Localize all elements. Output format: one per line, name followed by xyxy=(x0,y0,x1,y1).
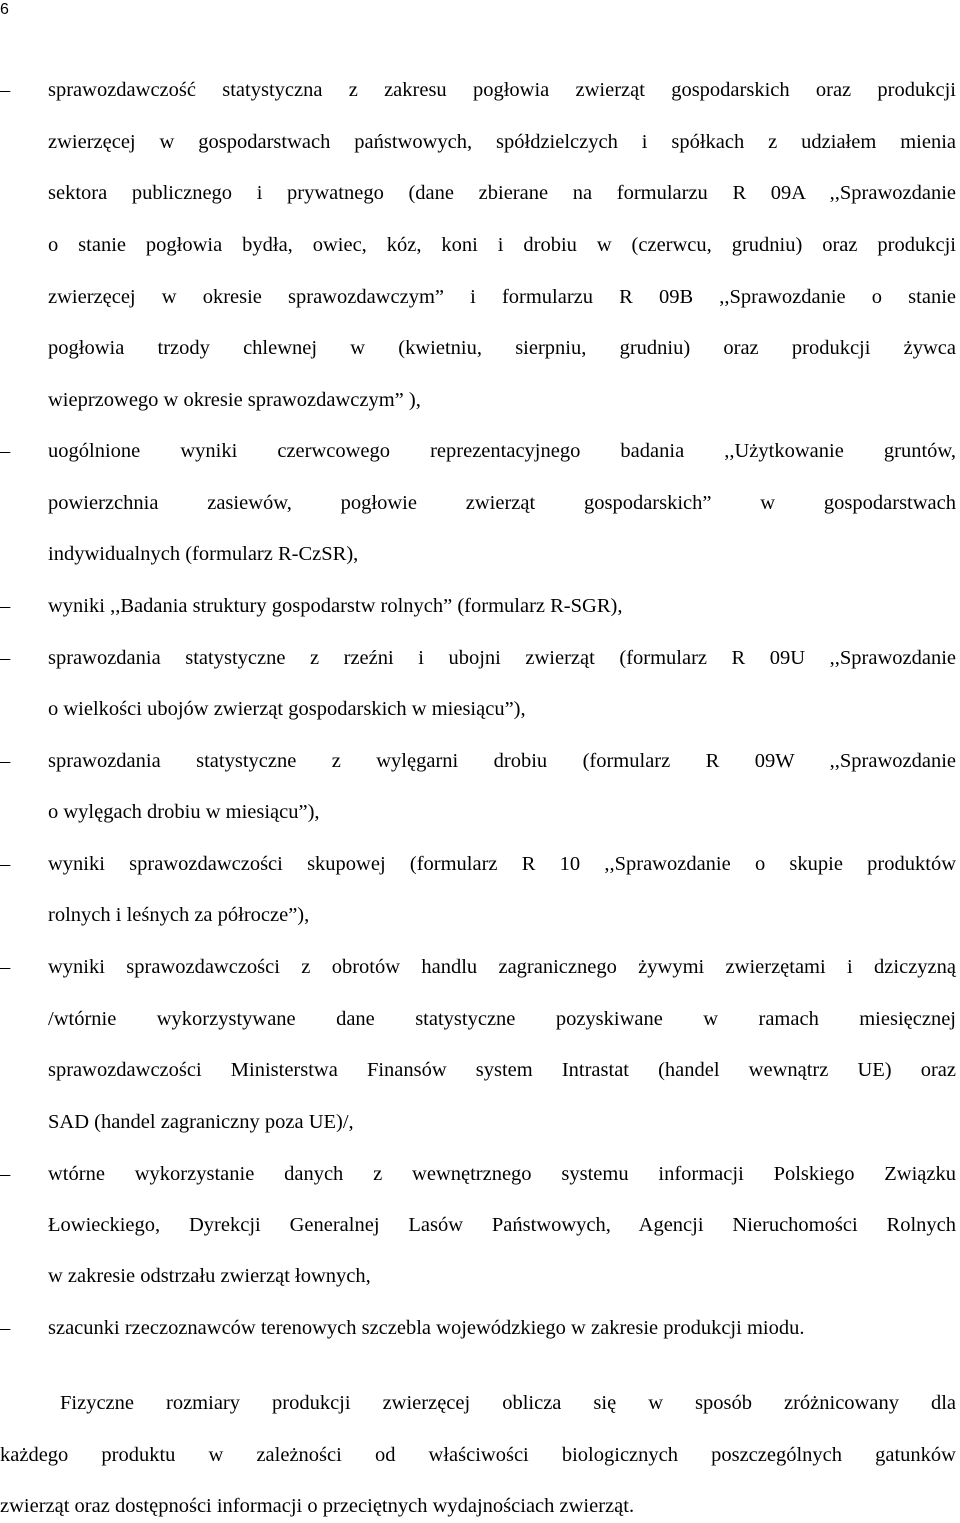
dash-bullet: – xyxy=(0,853,11,875)
text-line: Fizyczne rozmiary produkcji zwierzęcej oblicza się w sposób zróżnicowany dla xyxy=(60,1392,956,1414)
text-line: o stanie pogłowia bydła, owiec, kóz, koni i drobiu w (czerwcu, grudniu) oraz produkcji xyxy=(48,234,956,256)
text-line: sprawozdawczość statystyczna z zakresu pogłowia zwierząt gospodarskich oraz produkcji xyxy=(48,79,956,101)
text-line: SAD (handel zagraniczny poza UE)/, xyxy=(48,1111,354,1133)
text-line: uogólnione wyniki czerwcowego reprezentacyjnego badania ,,Użytkowanie gruntów, xyxy=(48,440,956,462)
text-line: /wtórnie wykorzystywane dane statystyczne pozyskiwane w ramach miesięcznej xyxy=(48,1008,956,1030)
text-line: zwierzęcej w gospodarstwach państwowych, spółdzielczych i spółkach z udziałem mienia xyxy=(48,131,956,153)
dash-bullet: – xyxy=(0,1317,11,1339)
dash-bullet: – xyxy=(0,750,11,772)
text-line: w zakresie odstrzału zwierząt łownych, xyxy=(48,1265,371,1287)
text-line: pogłowia trzody chlewnej w (kwietniu, sierpniu, grudniu) oraz produkcji żywca xyxy=(48,337,956,359)
text-line: indywidualnych (formularz R-CzSR), xyxy=(48,543,359,565)
text-line: wyniki sprawozdawczości skupowej (formularz R 10 ,,Sprawozdanie o skupie produktów xyxy=(48,853,956,875)
text-line: o wielkości ubojów zwierząt gospodarskich w miesiącu”), xyxy=(48,698,526,720)
text-line: wieprzowego w okresie sprawozdawczym” ), xyxy=(48,389,421,411)
text-line: sprawozdania statystyczne z rzeźni i ubojni zwierząt (formularz R 09U ,,Sprawozdanie xyxy=(48,647,956,669)
text-line: rolnych i leśnych za półrocze”), xyxy=(48,904,310,926)
text-line: powierzchnia zasiewów, pogłowie zwierząt gospodarskich” w gospodarstwach xyxy=(48,492,956,514)
dash-bullet: – xyxy=(0,1163,11,1185)
text-line: wyniki sprawozdawczości z obrotów handlu zagranicznego żywymi zwierzętami i dziczyzną xyxy=(48,956,956,978)
text-line: sprawozdania statystyczne z wylęgarni drobiu (formularz R 09W ,,Sprawozdanie xyxy=(48,750,956,772)
text-line: sektora publicznego i prywatnego (dane zbierane na formularzu R 09A ,,Sprawozdanie xyxy=(48,182,956,204)
text-line: sprawozdawczości Ministerstwa Finansów system Intrastat (handel wewnątrz UE) oraz xyxy=(48,1059,956,1081)
page-number: 6 xyxy=(0,1,9,18)
text-line: Łowieckiego, Dyrekcji Generalnej Lasów Państwowych, Agencji Nieruchomości Rolnych xyxy=(48,1214,956,1236)
dash-bullet: – xyxy=(0,956,11,978)
dash-bullet: – xyxy=(0,647,11,669)
text-line: zwierząt oraz dostępności informacji o przeciętnych wydajnościach zwierząt. xyxy=(0,1495,635,1517)
text-line: wtórne wykorzystanie danych z wewnętrznego systemu informacji Polskiego Związku xyxy=(48,1163,956,1185)
text-line: zwierzęcej w okresie sprawozdawczym” i formularzu R 09B ,,Sprawozdanie o stanie xyxy=(48,286,956,308)
text-line: każdego produktu w zależności od właściwości biologicznych poszczególnych gatunków xyxy=(0,1444,956,1466)
dash-bullet: – xyxy=(0,440,11,462)
dash-bullet: – xyxy=(0,79,11,101)
text-line: wyniki ,,Badania struktury gospodarstw rolnych” (formularz R-SGR), xyxy=(48,595,623,617)
text-line: o wylęgach drobiu w miesiącu”), xyxy=(48,801,320,823)
text-line: szacunki rzeczoznawców terenowych szczebla wojewódzkiego w zakresie produkcji miodu. xyxy=(48,1317,805,1339)
dash-bullet: – xyxy=(0,595,11,617)
